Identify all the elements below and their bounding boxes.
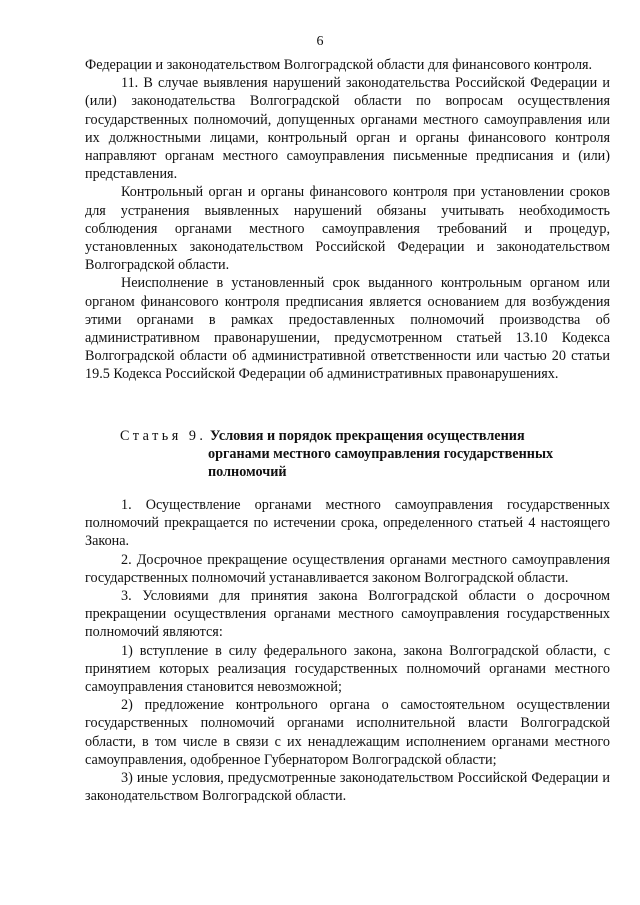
paragraph-deadlines: Контрольный орган и органы финансового контроля при установлении сроков для устранения выявленных нарушений обязаны учитывать необходимость соблюдения органами местного самоуправления требований и процедур, установленных законодательством Российской Федерации и законодательством Волгоградской области. [85, 184, 610, 274]
paragraph-article9-3: 3. Условиями для принятия закона Волгоградской области о досрочном прекращении осуществления органами местного самоуправления государственных полномочий являются: [85, 588, 610, 641]
top-text-block [85, 56, 610, 384]
list-item-2: 2) предложение контрольного органа о самостоятельном осуществлении государственных полномочий органами исполнительной власти Волгоградской области, в том числе в связи с их ненадлежащим исполнением органами местного самоуправления, одобренное Губернатором Волгоградской области; [85, 697, 610, 768]
page-number: 6 [316, 34, 324, 49]
article-prefix: Статья 9. [120, 428, 207, 444]
paragraph-continuation: Федерации и законодательством Волгоградской области для финансового контроля. [85, 57, 593, 73]
article-title-line1: Условия и порядок прекращения осуществления [210, 428, 525, 444]
article-title-line2: органами местного самоуправления государственных [208, 446, 554, 463]
paragraph-article9-2: 2. Досрочное прекращение осуществления органами местного самоуправления государственных полномочий устанавливается законом Волгоградской области. [85, 551, 610, 586]
paragraph-article9-1: 1. Осуществление органами местного самоуправления государственных полномочий прекращается по истечении срока, определенного статьей 4 настоящего Закона. [85, 497, 610, 550]
paragraph-non-compliance: Неисполнение в установленный срок выданного контрольным органом или органом финансового контроля предписания является основанием для возбуждения этими органами в рамках предоставленных полномочий производства об административном правонарушении, предусмотренном статьей 13.10 Кодекса Волгоградской области об административной ответственности или частью 20 статьи 19.5 Кодекса Российской Федерации об административных правонарушениях. [85, 275, 610, 383]
list-item-1: 1) вступление в силу федерального закона, закона Волгоградской области, с принятием которых реализация государственных полномочий органами местного самоуправления становится невозможной; [85, 642, 610, 696]
list-item-3: 3) иные условия, предусмотренные законодательством Российской Федерации и законодательством Волгоградской области. [85, 770, 610, 805]
article-heading [120, 427, 610, 482]
article-title-line3: полномочий [208, 464, 287, 481]
article-body [85, 496, 610, 805]
paragraph-11: 11. В случае выявления нарушений законодательства Российской Федерации и (или) законодательства Волгоградской области по вопросам осуществления государственных полномочий, допущенных органами местного самоуправления или их должностными лицами, контрольный орган и органы финансового контроля направляют органам местного самоуправления письменные предписания и (или) представления. [85, 75, 610, 183]
